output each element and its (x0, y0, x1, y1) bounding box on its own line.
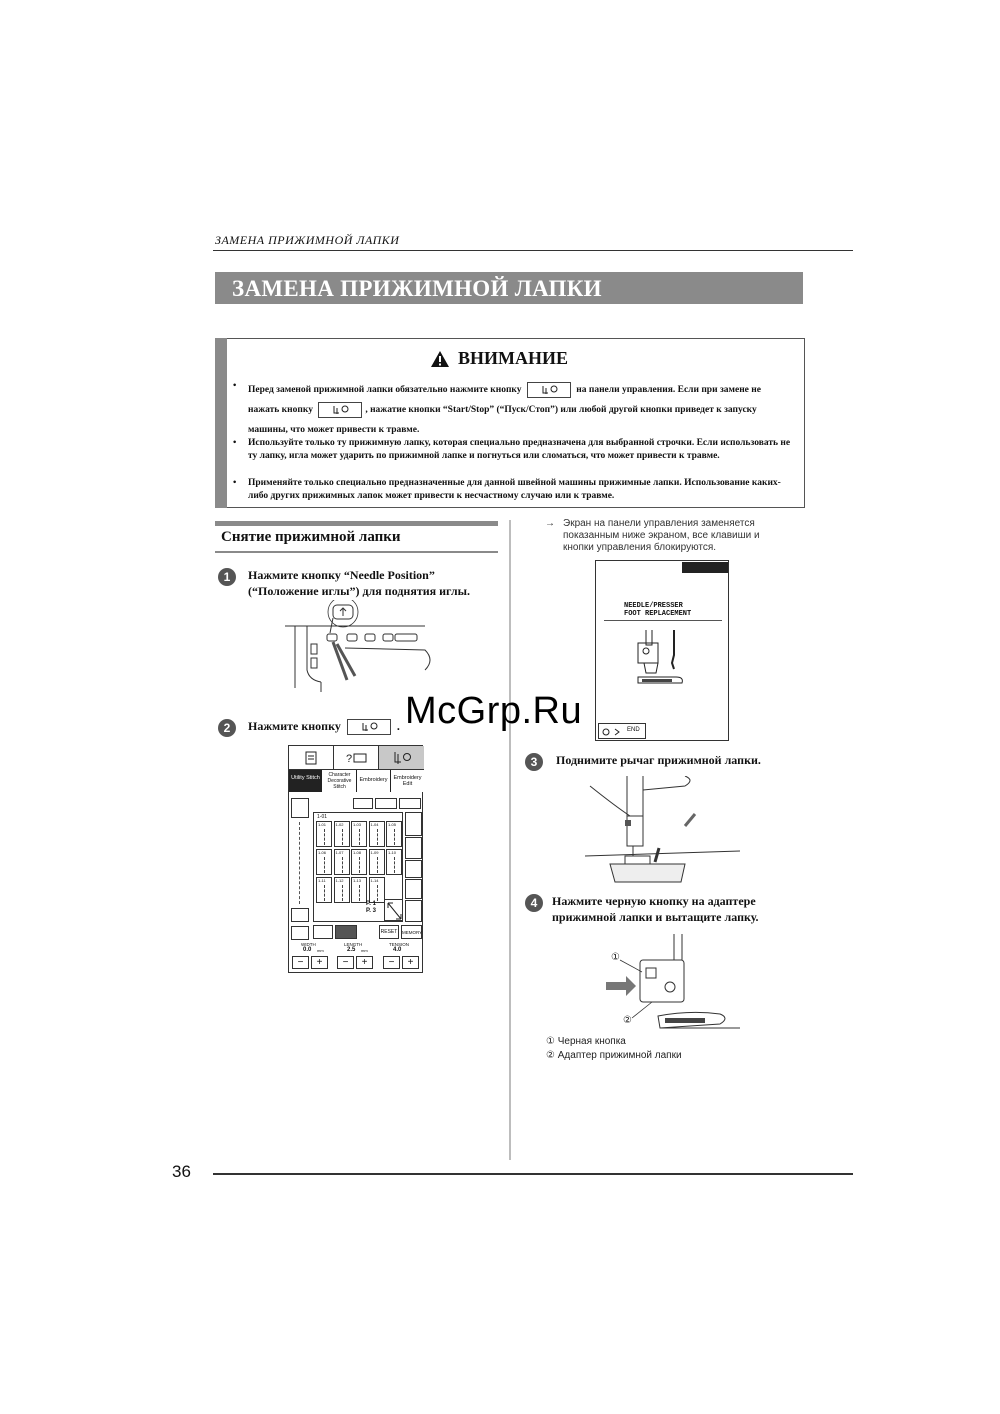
legend-item-2 (546, 1049, 682, 1063)
stitch-pattern-icon (324, 829, 325, 845)
step-1-number: 1 (218, 568, 236, 586)
section-rule-bottom (215, 551, 498, 553)
end-button[interactable] (598, 723, 646, 739)
stitch-code: 1-09 (370, 850, 379, 855)
caution-strip (215, 338, 227, 508)
note-text: Экран на панели управления заменяется показанным ниже экраном, все клавиши и кнопки управления блокируются. (563, 518, 760, 553)
warning-icon (430, 350, 450, 368)
settings-row (289, 942, 424, 974)
stitch-grid (313, 812, 403, 922)
stitch-pattern-icon (359, 829, 360, 845)
width-unit: mm (317, 948, 324, 953)
tension-plus-button[interactable]: + (402, 956, 419, 969)
tab-embroidery[interactable]: Embroidery (357, 770, 391, 792)
stitch-code: 1-02 (335, 822, 344, 827)
stitch-pattern-icon (377, 857, 378, 873)
caution-bullet-3: • Применяйте только специально предназначенные для данной швейной машины прижимные лапки. Использование каких-либо других прижимных лапок может привести к несчастному случаю или к травме. (233, 477, 793, 505)
mode-tabs (289, 770, 424, 792)
page-number: 36 (172, 1162, 191, 1181)
step-3-text: Поднимите рычаг прижимной лапки. (556, 753, 761, 767)
screen-message (624, 602, 691, 618)
running-head: ЗАМЕНА ПРИЖИМНОЙ ЛАПКИ (215, 233, 400, 247)
stitch-key[interactable] (369, 821, 385, 847)
stitch-key[interactable] (316, 821, 332, 847)
stitch-pattern-icon (359, 857, 360, 873)
foot-release-illustration (600, 932, 745, 1037)
stitch-pattern-icon (394, 857, 395, 873)
image-key-icon[interactable] (399, 798, 421, 809)
legend-item-1-label: Черная кнопка (557, 1036, 626, 1047)
caution-bullet-2-text: Используйте только ту прижимную лапку, которая специально предназначена для выбранной строчки. Если использовать не ту лапку, игла может ударить по прижимной лапке и погнуться или сломаться, что может привести к травме. (248, 438, 791, 461)
stitch-pattern-icon (394, 829, 395, 845)
stitch-key[interactable] (334, 821, 350, 847)
section-title: Снятие прижимной лапки (221, 529, 401, 545)
tension-label: TENSION (389, 942, 410, 947)
stitch-arrow-key[interactable] (405, 837, 422, 859)
step-2-text: Нажмите кнопку . (248, 718, 400, 735)
page-title: ЗАМЕНА ПРИЖИМНОЙ ЛАПКИ (232, 276, 602, 301)
stitch-code: 1-01 (318, 822, 327, 827)
caution-bullet-1-e: машины, что может привести к травме. (248, 425, 420, 435)
presser-lever-illustration (585, 776, 740, 886)
stitch-code: 1-04 (370, 822, 379, 827)
caution-bullet-1-b: на панели управления. Если при замене не (576, 385, 761, 395)
presser-foot-key-icon[interactable] (379, 746, 424, 770)
length-unit: mm (361, 948, 368, 953)
legend-item-2-label: Адаптер прижимной лапки (557, 1050, 682, 1061)
page-top: P. 1 (366, 901, 376, 907)
column-divider (509, 520, 511, 1160)
stitch-pattern-icon (342, 857, 343, 873)
tension-value: 4.0 (393, 947, 402, 953)
stitch-bar-key[interactable] (405, 879, 422, 899)
stitch-key[interactable] (351, 821, 367, 847)
reverse-stitch-icon[interactable] (291, 908, 309, 922)
stitch-pattern-icon (324, 885, 325, 901)
stitch-key[interactable] (386, 849, 402, 875)
stitch-group-label: 1-01 (317, 814, 328, 820)
caution-bullet-1-a: Перед заменой прижимной лапки обязательно нажмите кнопку (248, 385, 522, 395)
screen-rule (604, 620, 722, 621)
stitch-key[interactable] (334, 877, 350, 903)
stitch-dots-key[interactable] (405, 860, 422, 878)
legend (546, 1035, 682, 1063)
width-label: WIDTH (301, 942, 316, 947)
tab-embroidery-edit[interactable]: Embroidery Edit (391, 770, 424, 792)
footer-rule (213, 1173, 853, 1175)
caution-heading (430, 348, 568, 369)
caution-bullet-3-text: Применяйте только специально предназначенные для данной швейной машины прижимные лапки. Использование каких-либо других прижимных лапок может привести к несчастному случаю или к травме. (248, 478, 781, 501)
page-bottom: P. 3 (366, 908, 376, 914)
stitch-key[interactable] (316, 849, 332, 875)
callout-1: ① (611, 952, 620, 963)
note-arrow: → (545, 518, 555, 529)
stitch-pattern-icon (377, 829, 378, 845)
presser-foot-button-icon (318, 402, 362, 418)
screen-line-2: FOOT REPLACEMENT (624, 610, 692, 618)
step-4-number: 4 (525, 894, 543, 912)
legend-item-1 (546, 1035, 682, 1049)
stitch-key[interactable] (369, 849, 385, 875)
stitch-key[interactable] (351, 877, 367, 903)
tab-utility-stitch[interactable]: Utility Stitch (289, 770, 323, 792)
stitch-zigzag-key[interactable] (405, 812, 422, 836)
help-icon[interactable] (334, 746, 379, 770)
step-4-text: Нажмите черную кнопку на адаптере прижимной лапки и вытащите лапку. (552, 894, 759, 924)
explanation-icon[interactable] (289, 746, 334, 770)
stitch-code: 1-08 (353, 850, 362, 855)
mirror-key[interactable] (313, 925, 333, 939)
caution-bullet-1: • Перед заменой прижимной лапки обязательно нажмите кнопку на панели управления. Если при замене не нажать кнопку , нажатие кнопки “Start/Stop” (“Пуск/Стоп”) или любой другой кнопки приведет к запуску машины, что может привести к травме. (233, 381, 761, 435)
scissors-icon[interactable] (291, 926, 309, 940)
lcd-panel (288, 745, 423, 973)
screen-status-icons (682, 562, 728, 573)
caution-title: ВНИМАНИЕ (458, 348, 569, 368)
step-1-text: Нажмите кнопку “Needle Position” (“Положение иглы”) для поднятия иглы. (248, 568, 470, 598)
stitch-pattern-icon (324, 857, 325, 873)
screen-line-1: NEEDLE/PRESSER (624, 602, 683, 610)
length-label: LENGTH (344, 942, 363, 947)
pattern-key-icon[interactable] (375, 798, 397, 809)
stitch-pattern-icon (342, 885, 343, 901)
step-3-number: 3 (525, 753, 543, 771)
legend-item-1-num: ① (546, 1036, 555, 1047)
tension-minus-button[interactable]: − (383, 956, 400, 969)
stitch-code: 1-13 (353, 878, 362, 883)
stitch-key[interactable] (334, 849, 350, 875)
presser-foot-icon (616, 625, 711, 693)
stitch-code: 1-06 (318, 850, 327, 855)
step-2-label: Нажмите кнопку (248, 719, 341, 733)
needle-mode-icon (313, 796, 327, 808)
length-plus-button[interactable]: + (356, 956, 373, 969)
needle-select-key[interactable] (335, 925, 357, 939)
caution-bullet-2: • Используйте только ту прижимную лапку, которая специально предназначена для выбранной строчки. Если использовать не ту лапку, игла может ударить по прижимной лапке и погнуться или сломаться, что может привести к травме. (233, 437, 793, 477)
replacement-screen (595, 560, 729, 741)
presser-foot-button-icon (527, 382, 571, 398)
stitch-key[interactable] (351, 849, 367, 875)
stitch-code: 1-05 (388, 822, 397, 827)
end-icons (601, 727, 625, 737)
step-2-number: 2 (218, 719, 236, 737)
width-plus-button[interactable]: + (311, 956, 328, 969)
presser-foot-indicator-icon (291, 798, 309, 818)
stitch-preview (299, 822, 300, 904)
tab-character-decorative[interactable]: Character Decorative Stitch (323, 770, 357, 792)
header-rule (213, 250, 853, 251)
stitch-key[interactable] (316, 877, 332, 903)
end-label: END (627, 727, 640, 733)
presser-foot-button-icon (347, 719, 391, 735)
needle-position-illustration (285, 600, 435, 695)
stitch-pattern-icon (377, 885, 378, 901)
stitch-code: 1-12 (335, 878, 344, 883)
width-value: 0.0 (303, 947, 312, 953)
memory-button[interactable]: MEMORY (401, 925, 422, 939)
stitch-code: 1-11 (318, 878, 326, 883)
stitch-code: 1-03 (353, 822, 362, 827)
page-indicator (366, 901, 376, 915)
callout-2: ② (623, 1015, 632, 1026)
stitch-code: 1-07 (335, 850, 344, 855)
legend-item-2-num: ② (546, 1050, 555, 1061)
stitch-dashed-key[interactable] (405, 900, 422, 922)
length-minus-button[interactable]: − (337, 956, 354, 969)
width-minus-button[interactable]: − (292, 956, 309, 969)
stitch-key[interactable] (386, 821, 402, 847)
reset-button[interactable]: RESET (379, 925, 399, 939)
caution-bullet-1-d: , нажатие кнопки “Start/Stop” (“Пуск/Стоп”) или любой другой кнопки приведет к запуску (365, 405, 757, 415)
caution-bullet-1-c: нажать кнопку (248, 405, 313, 415)
stitch-code: 1-14 (370, 878, 379, 883)
page-scroll-button[interactable] (384, 899, 403, 921)
section-rule-top (215, 521, 498, 526)
stitch-key[interactable] (369, 877, 385, 903)
stitch-pattern-icon (342, 829, 343, 845)
length-value: 2.5 (347, 947, 356, 953)
stitch-pattern-icon (359, 885, 360, 901)
svg-text:?: ? (346, 753, 353, 765)
watermark: McGrp.Ru (405, 690, 583, 732)
stitch-code: 1-10 (388, 850, 397, 855)
lock-key-icon[interactable] (353, 798, 373, 809)
